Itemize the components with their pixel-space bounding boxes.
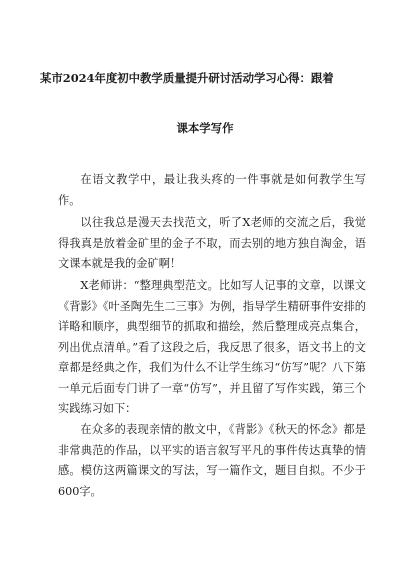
document-title-continued: 课本学写作 [176, 121, 234, 135]
paragraph-2: 以往我总是漫天去找范文，听了X老师的交流之后，我觉得我真是放着金矿里的金子不取，而去别的地方独自淘金，语文课本就是我的金矿啊！ [58, 216, 366, 270]
paragraph-1: 在语文教学中，最让我头疼的一件事就是如何教学生写作。 [58, 173, 366, 207]
document-title: 某市2024年度初中教学质量提升研讨活动学习心得：跟着 [40, 71, 334, 85]
paragraph-3: X老师讲：“整理典型范文。比如写人记事的文章，以课文《背影》《叶圣陶先生二三事》为例，指导学生精研事件安排的详略和顺序，典型细节的抓取和描绘，然后整理成亮点集合，列出优点清单。”看了这段之后，我反思了很多，语文书上的文章都是经典之作，我们为什么不让学生练习“仿写”呢？八下第一单元后面专门讲了一章“仿写”，并且留了写作实践，第三个实践练习如下： [58, 279, 366, 415]
paragraph-4: 在众多的表现亲情的散文中，《背影》《秋天的怀念》都是非常典范的作品，以平实的语言叙写平凡的事件传达真挚的情感。模仿这两篇课文的写法，写一篇作文，题目自拟。不少于600字。 [58, 423, 366, 498]
